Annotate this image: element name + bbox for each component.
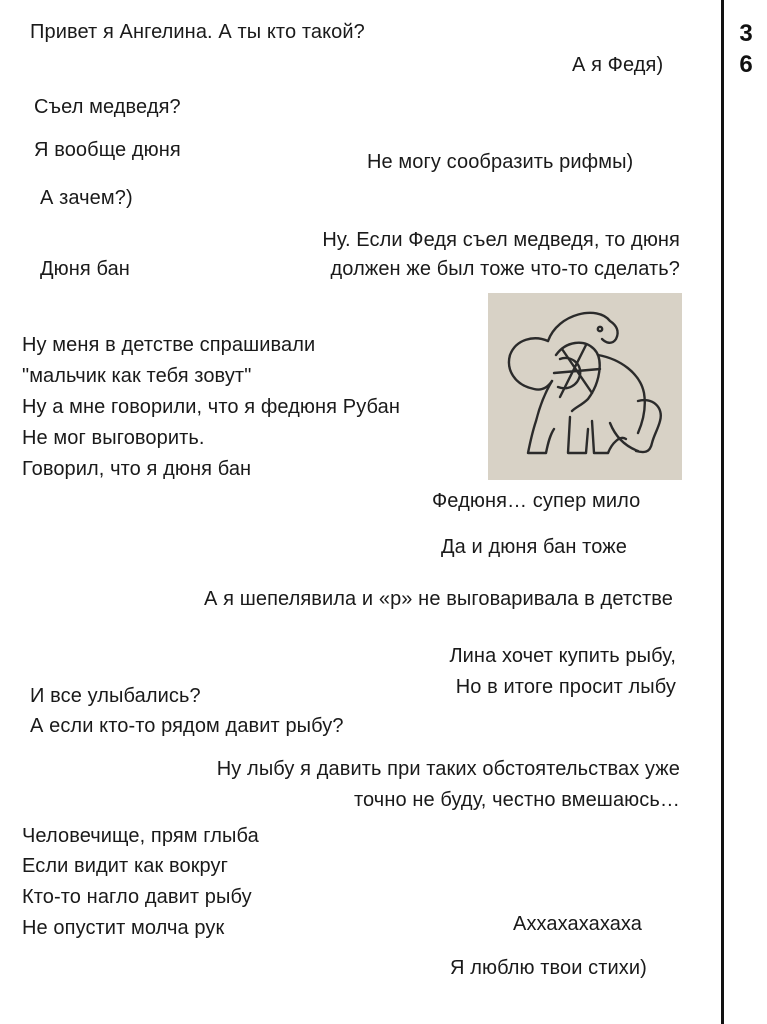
message-love-poems: Я люблю твои стихи)	[450, 957, 647, 979]
message-no-rhymes: Не могу сообразить рифмы)	[367, 151, 634, 173]
elephant-sketch-icon	[488, 293, 682, 480]
poem-line: Не опустит молча рук	[22, 917, 225, 939]
message-everyone-smiled: И все улыбались?	[30, 685, 201, 707]
message-wont-crush-line-1: Ну лыбу я давить при таких обстоятельствах уже	[216, 758, 680, 780]
story-line: Не мог выговорить.	[22, 427, 205, 449]
message-ate-bear: Съел медведя?	[34, 96, 181, 118]
story-line: "мальчик как тебя зовут"	[22, 365, 252, 387]
message-logic-line-2: должен же был тоже что-то сделать?	[330, 258, 680, 280]
message-dyunya-ban: Дюня бан	[40, 258, 130, 280]
poem-line: Человечище, прям глыба	[22, 825, 259, 847]
message-super-cute: Федюня… супер мило	[432, 490, 641, 512]
poem-line: Кто-то нагло давит рыбу	[22, 886, 252, 908]
elephant-drawing	[488, 293, 682, 480]
story-line: Ну а мне говорили, что я федюня Рубан	[22, 396, 400, 418]
message-laugh: Аххахахахаха	[513, 913, 643, 935]
page-number	[728, 18, 764, 80]
message-fedya-reply: А я Федя)	[572, 54, 664, 76]
message-im-dyunya: Я вообще дюня	[34, 139, 181, 161]
message-logic-line-1: Ну. Если Федя съел медведя, то дюня	[322, 229, 680, 251]
story-line: Ну меня в детстве спрашивали	[22, 334, 316, 356]
message-lina-fish-line-1: Лина хочет купить рыбу,	[449, 645, 676, 667]
message-why: А зачем?)	[40, 187, 133, 209]
message-also-dyunya: Да и дюня бан тоже	[441, 536, 627, 558]
page-divider-line	[721, 0, 724, 1024]
message-lisp: А я шепелявила и «р» не выговаривала в детстве	[204, 588, 673, 610]
story-line: Говорил, что я дюня бан	[22, 458, 252, 480]
page-number-digit: 3	[739, 20, 753, 47]
message-if-someone: А если кто-то рядом давит рыбу?	[30, 715, 344, 737]
poem-line: Если видит как вокруг	[22, 855, 229, 877]
message-greeting: Привет я Ангелина. А ты кто такой?	[30, 21, 365, 43]
message-wont-crush-line-2: точно не буду, честно вмешаюсь…	[353, 789, 680, 811]
page-number-digit: 6	[739, 51, 753, 78]
message-lina-fish-line-2: Но в итоге просит лыбу	[455, 676, 676, 698]
